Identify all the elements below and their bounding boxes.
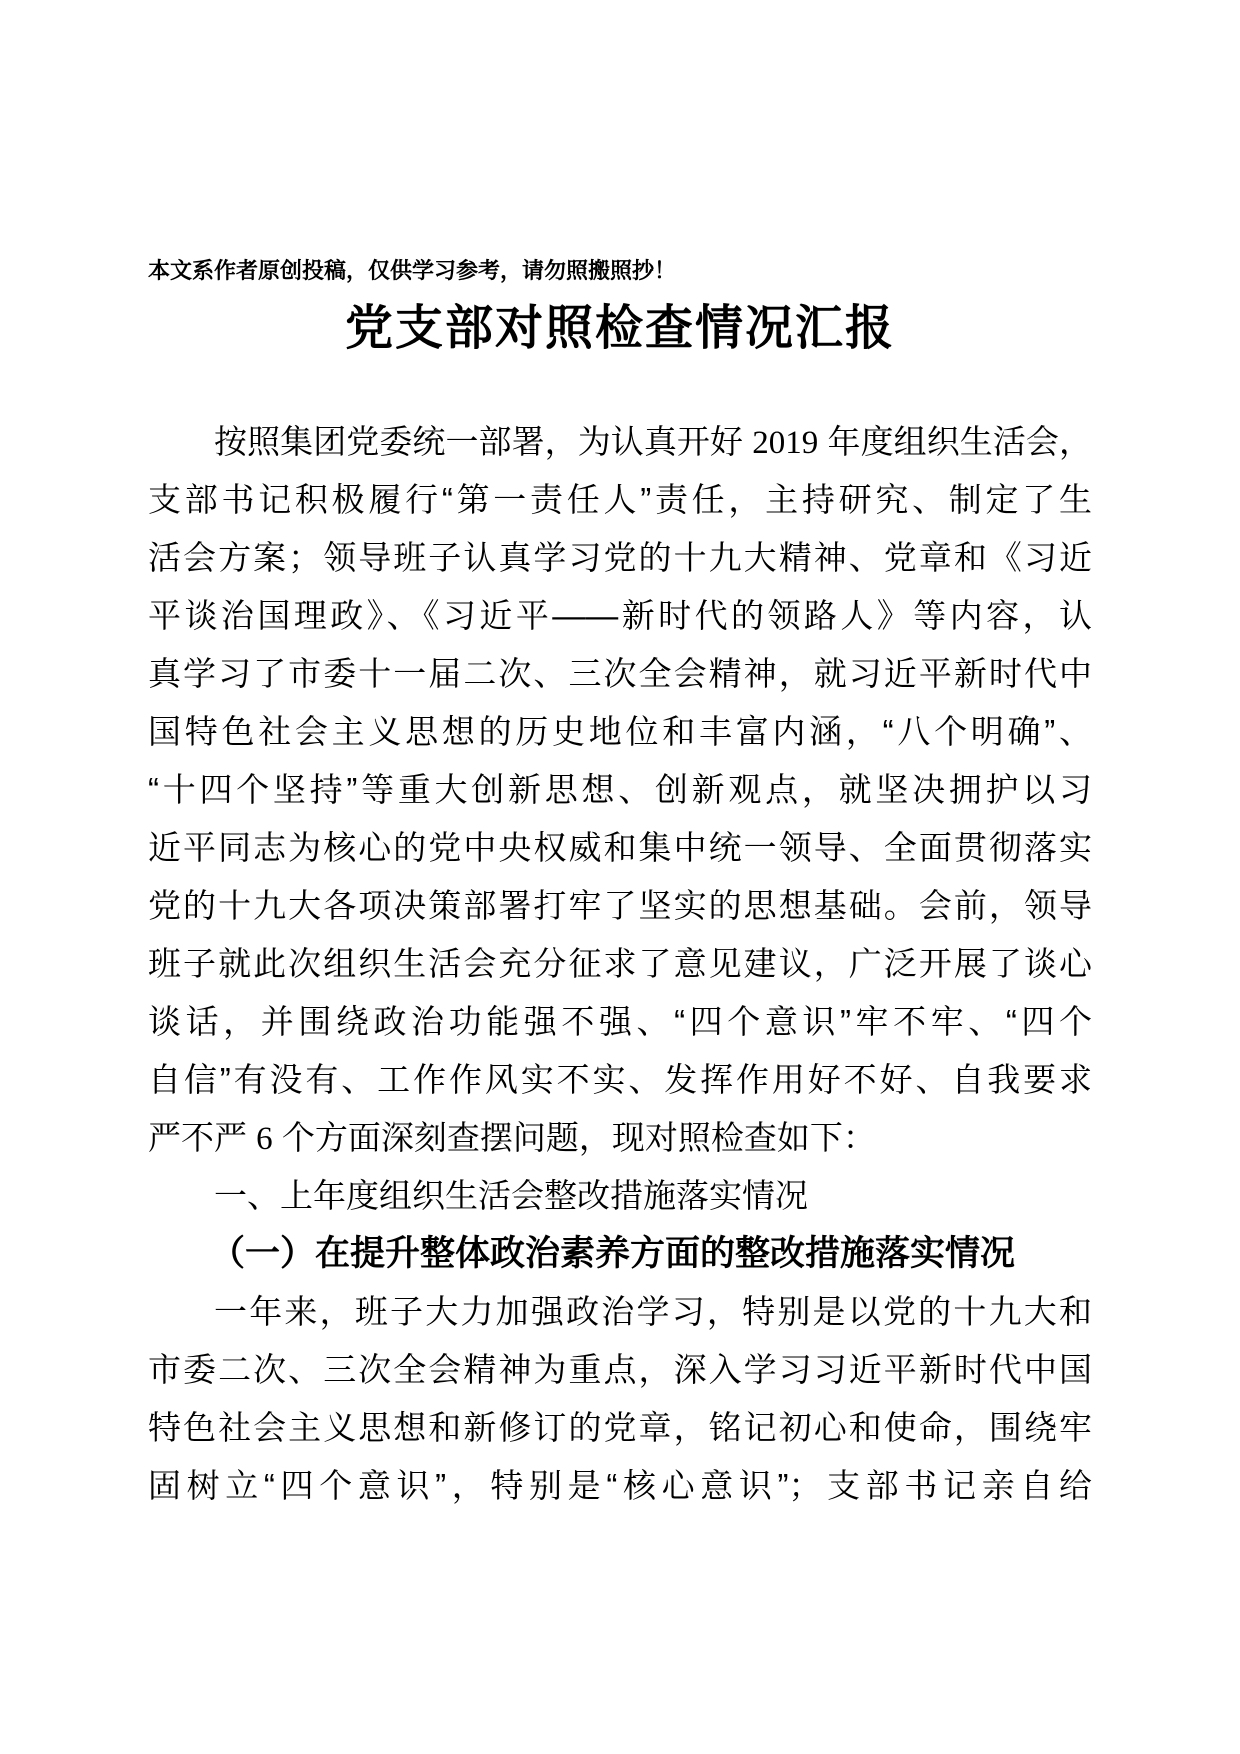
paragraph-line: “十四个坚持”等重大创新思想、创新观点，就坚决拥护以习 xyxy=(148,771,1092,808)
paragraph-line: 平谈治国理政》、《习近平——新时代的领路人》等内容，认 xyxy=(148,597,1092,634)
subsection-heading: （一）在提升整体政治素养方面的整改措施落实情况 xyxy=(210,1234,1016,1273)
disclaimer-note: 本文系作者原创投稿，仅供学习参考，请勿照搬照抄！ xyxy=(148,258,677,283)
paragraph-line: 真学习了市委十一届二次、三次全会精神，就习近平新时代中 xyxy=(148,655,1092,692)
paragraph-line: 严不严 6 个方面深刻查摆问题，现对照检查如下： xyxy=(148,1119,876,1157)
paragraph-line: 国特色社会主义思想的历史地位和丰富内涵，“八个明确”、 xyxy=(148,713,1092,750)
paragraph-line: 特色社会主义思想和新修订的党章，铭记初心和使命，围绕牢 xyxy=(148,1409,1092,1446)
paragraph-line: 市委二次、三次全会精神为重点，深入学习习近平新时代中国 xyxy=(148,1351,1092,1388)
paragraph-line: 按照集团党委统一部署，为认真开好 2019 年度组织生活会， xyxy=(214,423,1092,461)
paragraph-line: 党的十九大各项决策部署打牢了坚实的思想基础。会前，领导 xyxy=(148,887,1092,924)
document-title: 党支部对照检查情况汇报 xyxy=(344,302,895,355)
paragraph-line: 活会方案；领导班子认真学习党的十九大精神、党章和《习近 xyxy=(148,539,1092,576)
paragraph-line: 自信”有没有、工作作风实不实、发挥作用好不好、自我要求 xyxy=(148,1061,1092,1098)
paragraph-line: 谈话，并围绕政治功能强不强、“四个意识”牢不牢、“四个 xyxy=(148,1003,1092,1040)
paragraph-line: 班子就此次组织生活会充分征求了意见建议，广泛开展了谈心 xyxy=(148,945,1092,982)
paragraph-line: 支部书记积极履行“第一责任人”责任，主持研究、制定了生 xyxy=(148,481,1092,518)
section-heading: 一、上年度组织生活会整改措施落实情况 xyxy=(214,1177,808,1214)
paragraph-line: 近平同志为核心的党中央权威和集中统一领导、全面贯彻落实 xyxy=(148,829,1092,866)
paragraph-line: 一年来，班子大力加强政治学习，特别是以党的十九大和 xyxy=(214,1293,1092,1330)
document-body xyxy=(148,413,1092,1515)
paragraph-line: 固树立“四个意识”，特别是“核心意识”；支部书记亲自给 xyxy=(148,1467,1092,1504)
